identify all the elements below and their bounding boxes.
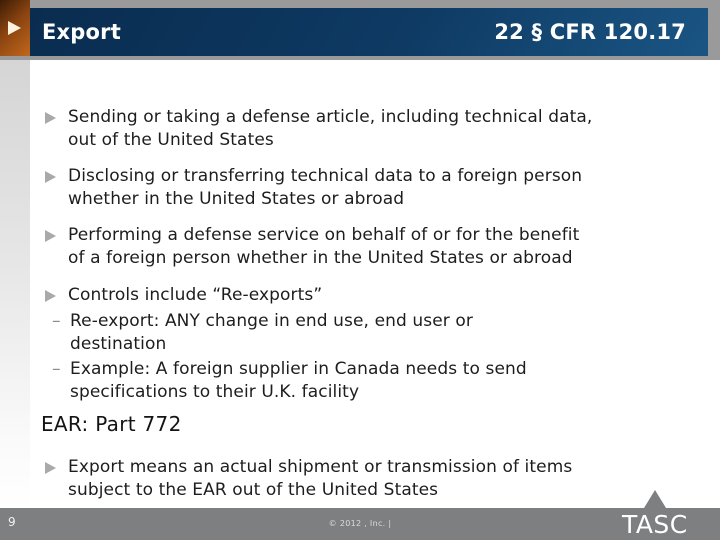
sub-bullet-line: destination xyxy=(70,334,167,354)
bullet-line: whether in the United States or abroad xyxy=(68,189,405,209)
bullet-text xyxy=(68,224,579,270)
sub-bullet-line: Example: A foreign supplier in Canada needs to send xyxy=(70,359,527,379)
sub-bullet-line: specifications to their U.K. facility xyxy=(70,382,360,402)
bullet-line: of a foreign person whether in the United States or abroad xyxy=(68,248,573,268)
bullet-line: Performing a defense service on behalf of or for the benefit xyxy=(68,225,580,245)
bullet-line: Sending or taking a defense article, including technical data, xyxy=(68,107,593,127)
page-number: 9 xyxy=(8,515,16,529)
sub-bullet-item xyxy=(52,358,712,404)
bullet-text xyxy=(68,284,322,307)
section-heading: EAR: Part 772 xyxy=(41,412,182,436)
play-triangle-icon xyxy=(8,21,21,35)
copyright-text: © 2012 , Inc. | xyxy=(328,519,392,528)
bullet-line: subject to the EAR out of the United States xyxy=(68,480,439,500)
bullet-triangle-icon xyxy=(45,171,56,183)
sub-bullet-dash: – xyxy=(52,359,61,379)
bullet-line: Export means an actual shipment or transmission of items xyxy=(68,457,573,477)
sub-bullet-item xyxy=(52,310,712,356)
bullet-item xyxy=(45,284,712,307)
sub-bullet-dash: – xyxy=(52,311,61,331)
footer-bar xyxy=(0,508,720,540)
bullet-item xyxy=(45,106,712,152)
bullet-line: Controls include “Re-exports” xyxy=(68,285,323,305)
bullet-item xyxy=(45,456,712,502)
bullet-line: out of the United States xyxy=(68,130,274,150)
sub-bullet-line: Re-export: ANY change in end use, end user or xyxy=(70,311,473,331)
bullet-line: Disclosing or transferring technical data to a foreign person xyxy=(68,166,583,186)
bullet-item xyxy=(45,224,712,270)
bullet-text xyxy=(68,106,592,152)
regulation-reference: 22 § CFR 120.17 xyxy=(494,20,686,44)
sub-bullet-text xyxy=(70,310,473,356)
tasc-logo xyxy=(622,490,698,540)
tasc-logo-triangle-icon xyxy=(644,490,666,508)
slide-content xyxy=(41,60,712,502)
left-margin-column xyxy=(0,60,30,508)
slide-title: Export xyxy=(42,20,121,44)
bullet-triangle-icon xyxy=(45,112,56,124)
bullet-triangle-icon xyxy=(45,462,56,474)
header-accent-square xyxy=(0,0,30,56)
tasc-logo-text: TASC xyxy=(622,510,688,539)
bullet-triangle-icon xyxy=(45,230,56,242)
bullet-item xyxy=(45,165,712,211)
bullet-text xyxy=(68,456,572,502)
bullet-text xyxy=(68,165,582,211)
sub-bullet-text xyxy=(70,358,527,404)
header-bar xyxy=(30,8,708,56)
bullet-triangle-icon xyxy=(45,290,56,302)
